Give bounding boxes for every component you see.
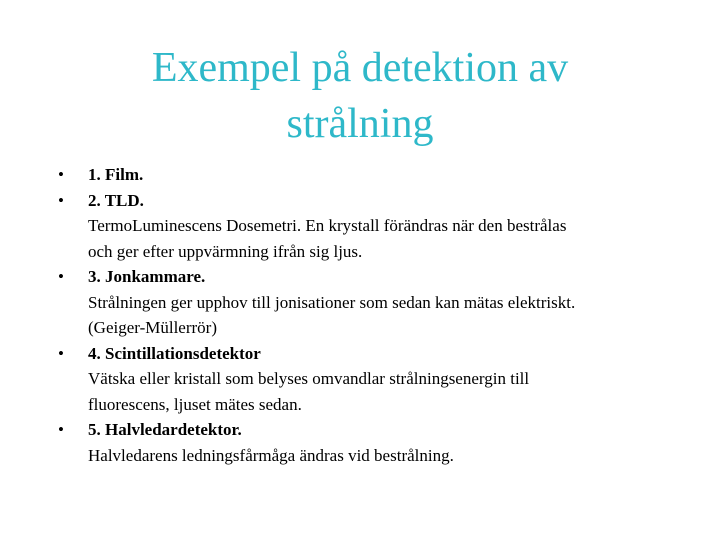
title-line: strålning [286,101,434,147]
item-heading: 5. Halvledardetektor. [88,420,242,439]
list-item-halvledare [58,417,678,468]
item-heading: 1. Film. [88,165,144,184]
bullet-list [58,162,678,468]
bullet-icon: • [58,343,64,363]
list-item-jonkammare [58,264,678,341]
bullet-icon: • [58,267,64,286]
item-text: fluorescens, ljuset mätes sedan. [88,394,302,414]
item-heading: 2. TLD. [88,190,144,210]
item-heading: 3. Jonkammare. [88,267,206,286]
slide-title [90,40,630,152]
item-text: Halvledarens ledningsfårmåga ändras vid bestrålning. [88,445,454,465]
item-text: och ger efter uppvärmning ifrån sig ljus. [88,241,363,261]
item-text: Strålningen ger upphov till jonisationer som sedan kan mätas elektriskt. [88,292,576,312]
title-line: Exempel på detektion av [151,45,569,91]
item-text: Vätska eller kristall som belyses omvandlar strålningsenergin till [88,369,530,388]
list-item-tld [58,188,678,265]
bullet-icon: • [58,190,64,210]
list-item-film [58,162,678,188]
bullet-icon: • [58,165,64,184]
bullet-icon: • [58,420,64,439]
item-text: TermoLuminescens Dosemetri. En krystall förändras när den bestrålas [88,216,567,235]
list-item-scintillation [58,341,678,418]
item-heading: 4. Scintillationsdetektor [88,343,261,363]
item-text: (Geiger-Müllerrör) [88,318,217,337]
